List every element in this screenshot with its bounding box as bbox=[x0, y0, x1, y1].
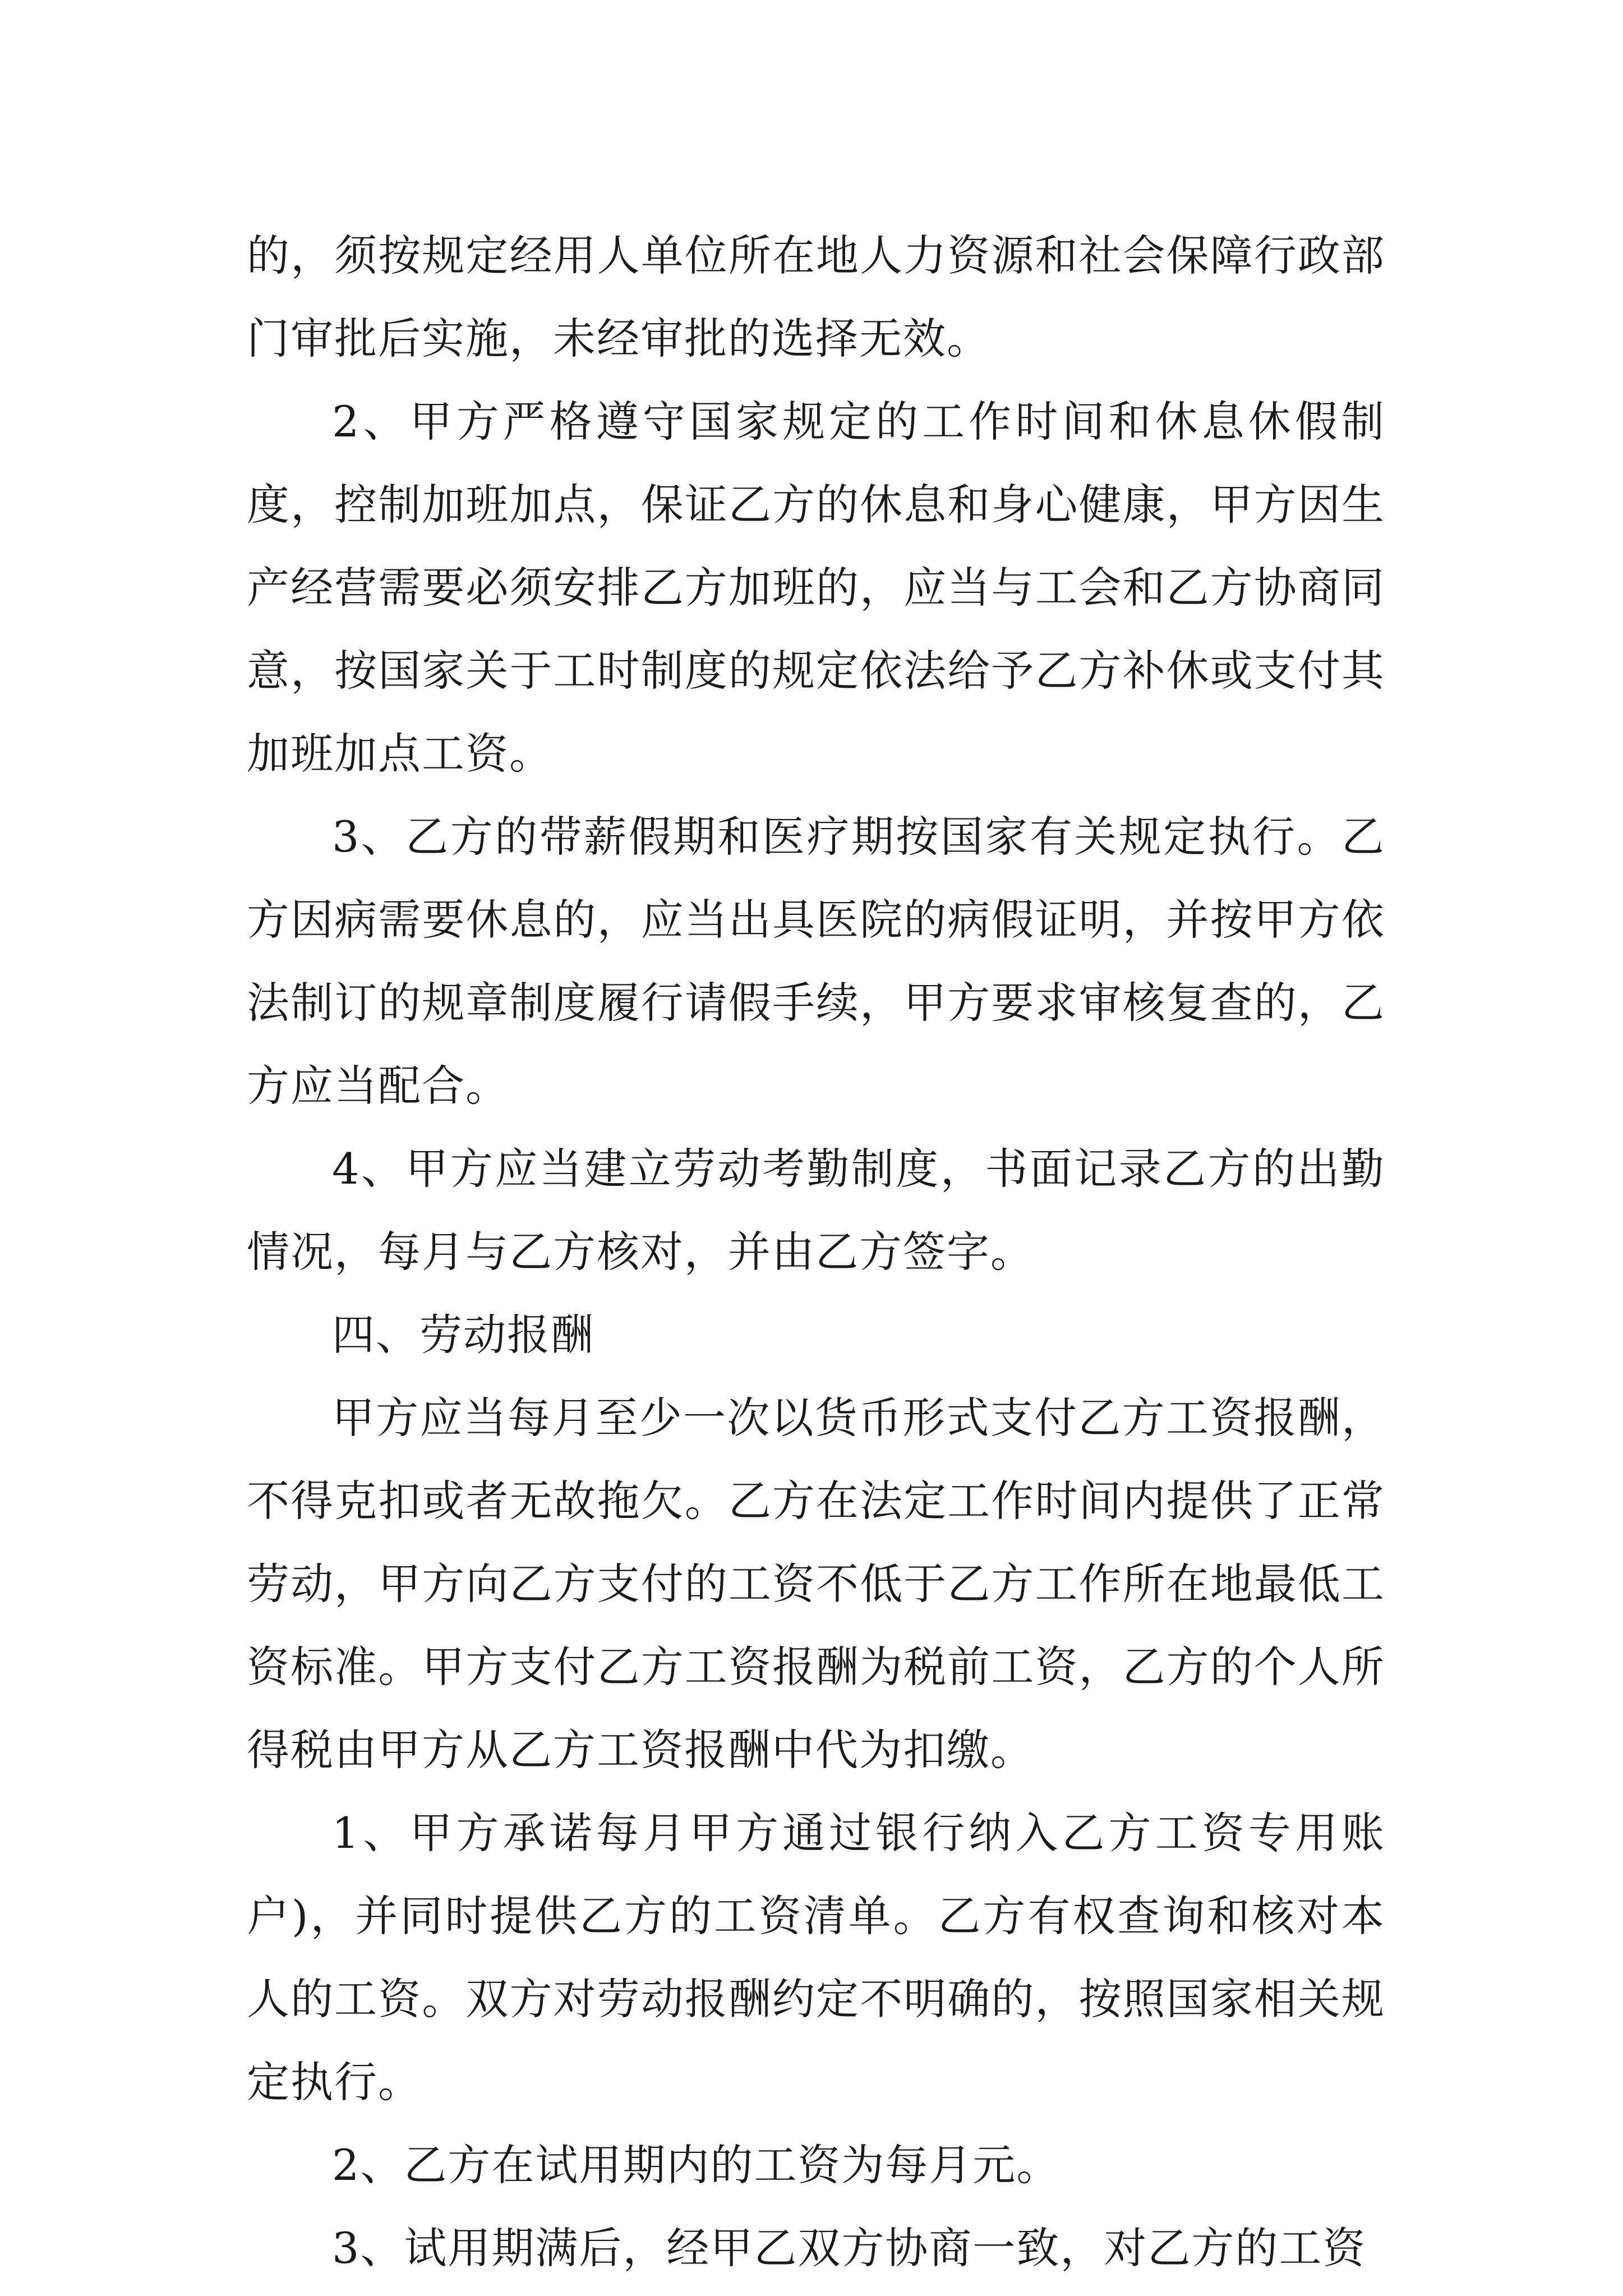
paragraph-item-3: 3、乙方的带薪假期和医疗期按国家有关规定执行。乙方因病需要休息的，应当出具医院的病假证明，并按甲方依法制订的规章制度履行请假手续，甲方要求审核复查的，乙方应当配合。 bbox=[247, 812, 1385, 1111]
paragraph-item-2: 2、甲方严格遵守国家规定的工作时间和休息休假制度，控制加班加点，保证乙方的休息和身心健康，甲方因生产经营需要必须安排乙方加班的，应当与工会和乙方协商同意，按国家关于工时制度的规定依法给予乙方补休或支付其加班加点工资。 bbox=[247, 397, 1385, 779]
paragraph-pay-intro: 甲方应当每月至少一次以货币形式支付乙方工资报酬，不得克扣或者无故拖欠。乙方在法定工作时间内提供了正常劳动，甲方向乙方支付的工资不低于乙方工作所在地最低工资标准。甲方支付乙方工资报酬为税前工资，乙方的个人所得税由甲方从乙方工资报酬中代为扣缴。 bbox=[247, 1393, 1385, 1775]
paragraph-pay-2: 2、乙方在试用期内的工资为每月元。 bbox=[332, 2140, 1061, 2190]
paragraph-continuation: 的，须按规定经用人单位所在地人力资源和社会保障行政部门审批后实施，未经审批的选择无效。 bbox=[247, 231, 1385, 364]
section-heading-labor-pay: 四、劳动报酬 bbox=[332, 1310, 594, 1360]
paragraph-pay-3: 3、试用期满后，经甲乙双方协商一致，对乙方的工资 bbox=[332, 2223, 1367, 2273]
paragraph-item-4: 4、甲方应当建立劳动考勤制度，书面记录乙方的出勤情况，每月与乙方核对，并由乙方签字。 bbox=[247, 1144, 1385, 1277]
contract-body bbox=[247, 214, 1385, 2290]
paragraph-pay-1: 1、甲方承诺每月甲方通过银行纳入乙方工资专用账户)，并同时提供乙方的工资清单。乙方有权查询和核对本人的工资。双方对劳动报酬约定不明确的，按照国家相关规定执行。 bbox=[247, 1808, 1385, 2107]
